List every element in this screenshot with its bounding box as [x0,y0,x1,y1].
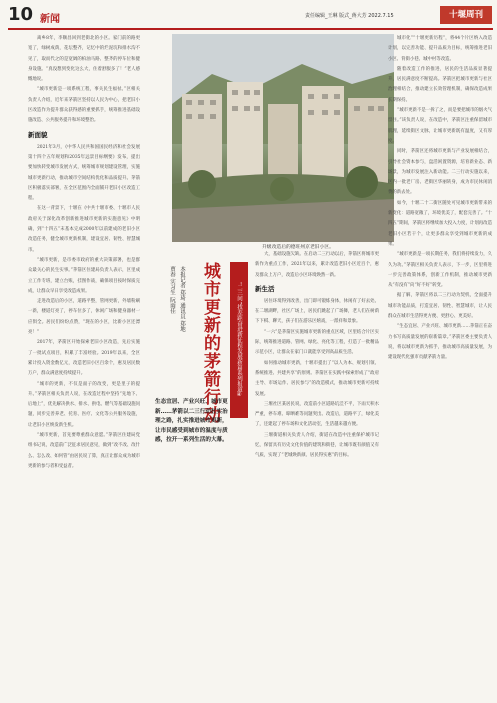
series-kicker: “二三问”找差距奋进新征程发展新篇系列报道④ [230,262,248,418]
paragraph: “城市更新是一项系统工程，事关民生福祉。”区相关负责人介绍，近年来茅箭区坚持以人民为中心，把老旧小区改造作为提升群众获得感的重要抓手，统筹推进基础设施改造、公共服务提升和环境整治。 [28,87,140,124]
subheading: 新面貌 [28,130,48,139]
paragraph: 随着改造工作的推进，居民的生活品质显著提升，居民满意度不断提高。茅箭区把城市更新与社区治理相结合，推动建立长效管理机制，确保改造成果长期保持。 [388,66,492,103]
subheading: 新生活 [255,284,275,293]
paragraph: 三堰街道相关负责人介绍，街道在改造中注重保护城市记忆，保留具有历史文化价值的建筑和街巷，让城市既有颜值又有气质，实现了“老城焕新颜、居民得实惠”的目标。 [255,432,379,459]
paragraph: 同时，茅箭区还将城市更新与产业发展相结合，引导社会资本参与，盘活闲置资源，培育新业态、新场景，为城市发展注入新动能。二三行动实施以来，区内一批老厂房、老街区华丽转身，成为市民休闲消费的新去处。 [388,149,492,196]
paragraph: 如今，十堰二十二街区随处可见城市更新带来的新变化：道路宽敞了，环境优美了，配套完善了。“十四五”期间，茅箭区将继续加大投入力度，计划再改造老旧小区若干个，让更多群众享受到城市更新的成果。 [388,200,492,247]
paragraph: 2017年，茅箭区开始探索老旧小区改造，先后实施了一批试点项目，积累了丰富经验。2019年以来，全区累计投入资金数亿元，改造老旧小区百余个，惠及居民数万户，群众满意度持续提升。 [28,340,140,377]
header-rule [8,28,493,30]
article-column-2 [255,250,379,698]
article-column-1 [28,34,140,699]
article-column-3 [388,34,492,699]
paragraph: 三堰社区某居民说，改造前小区道路坑洼不平，下雨天积水严重，停车难、晾晒难等问题突出。改造后，道路平了，绿化美了，还建起了停车场和文化活动室，生活越来越方便。 [255,401,379,428]
paragraph: 在这一背景下，十堰在《中共十堰市委、十堰市人民政府关于深化改革创新推进城市更新的实施意见》中明确，到“十四五”末基本完成2000年以前建成的老旧小区改造任务，健全城市更新机制，建设宜居、韧性、智慧城市。 [28,206,140,253]
residential-buildings-image [172,34,394,242]
article-headline: 城市更新的茅箭行动 [200,262,220,424]
masthead-logo: 十堰周刊 [440,6,492,24]
paragraph: “城市更新是一项长期任务，我们将持续发力，久久为功。”茅箭区相关负责人表示，下一步，区里将进一步完善政策体系，创新工作机制，推动城市更新从“有没有”向“好不好”转变。 [388,252,492,289]
paragraph: “城市更新，是市委市政府的重大决策部署，也是群众最关心的民生实事。”茅箭区住建局负责人表示，区里成立工作专班，建立台账，挂图作战，确保项目按时保质完成，让群众早日享受改造成果。 [28,257,140,294]
paragraph: 据了解，茅箭区将以二三行动为契机，全面提升城市功能品质，打造宜居、韧性、智慧城市，让人民群众在城市生活得更方便、更舒心、更美好。 [388,293,492,320]
paragraph: 如何推动城市更新，十堰市提出了“以人为本、规划引领、系统推进、共建共享”的原则。茅箭区在实践中探索形成了“政府主导、市场运作、居民参与”的改造模式，推动城市更新可持续发展。 [255,360,379,397]
paragraph: “一六”是茅箭区实施城市更新的重点区域，区里结合片区实际，统筹推进道路、管网、绿化、亮化等工程，打造了一批精品示范小区，让群众在家门口就能享受到高品质生活。 [255,329,379,356]
paragraph: 走进改造后的小区，道路平整，管网更新，外墙粉刷一新，楼道灯亮了，停车位多了，休闲广场和健身器材一应俱全。居民们纷纷点赞，“现在的小区，比新小区还漂亮！” [28,299,140,336]
paragraph: “城市的更新，不仅是面子的改变，更是里子的提升。”茅箭区相关负责人说，在改造过程中坚持“先地下、后地上”，优先解决供水、排水、供电、燃气等基础设施问题，同步完善养老、托育、医疗、文化等公共服务设施，让老旧小区焕发新生机。 [28,381,140,428]
paragraph: 离乡8年，李顺昌回到老街北的小区。家门前的路更宽了，绿树成荫，花坛整齐，记忆中的烂泥坑和排水沟不见了，取而代之的是宽阔的柏油马路、整齐的停车位和健身设施。“真没想到变化这么大，住着舒服多了！”老人感慨地说。 [28,36,140,83]
photo-caption: 升级改造后的德旺州京老旧小区。 [262,245,334,250]
paragraph: 城市化”“十堰更新历程”，将44个片区纳入改造计划，以完善功能、提升品质为目标，统筹推进老旧小区、背街小巷、城中村等改造。 [388,36,492,62]
editor-credits: 责任编辑_王琳 版式_蒋大芳 2022.7.15 [305,13,394,19]
paragraph: 2021年3月，《中华人民共和国国民经济和社会发展第十四个五年规划和2035年远景目标纲要》发布，提出要加快转变城市发展方式，统筹城市规划建设管理，实施城市更新行动，推动城市空间结构优化和品质提升。茅箭区积极落实部署，在全区范围内全面铺开老旧小区改造工程。 [28,144,140,202]
paragraph: “生态宜居、产业兴旺、城市更新……茅箭正在奋力书写高质量发展的崭新篇章。”茅箭区委主要负责人说，将以城市更新为抓手，推动城市高质量发展，为建设现代化强市贡献茅箭力量。 [388,324,492,361]
paragraph: “城市更新不是一拆了之，而是要把城市的烟火气留住。”该负责人说，在改造中，茅箭区注重保留城市肌理，延续街区文脉，让城市更新既有温度，又有厚度。 [388,108,492,144]
reporter-byline: 本报记者 郑琦 通讯员 郑地 [179,266,185,332]
section-name: 新闻 [40,14,60,25]
article-photo [172,34,394,242]
paragraph: 居住环境得到改善，出门即可锻炼身体，休闲有了好去处。在二堰湖畔，社区广场上，居民们跳起了广场舞，老人们在树荫下下棋、聊天，孩子们在游乐区嬉戏，一派祥和景象。 [255,298,379,325]
paragraph: “城市更新，首先要尊重群众意愿。”茅箭区住建局党组书记说，改造前广泛征求居民意见，做到“改不改、改什么、怎么改、如何管”由居民说了算，真正让群众成为城市更新的参与者和受益者。 [28,432,140,469]
paragraph: 大，基础设施欠缺。在启动二三行动以后，茅箭区将城市更新作为重点工作，2021年以来，累计改造老旧小区近百个，惠及群众上万户，改造后小区环境焕然一新。 [255,252,379,278]
page-header [0,0,497,28]
page-number: 10 [8,4,34,25]
reporter-byline-2: 贾春 实习生 阮雨佳 [169,266,175,314]
article-lead: 生态宜居、产业兴旺、城市更新……茅箭以二三行动扛实治理之路，扎实推进城市更新，让市民感受到城市的温度与质感，拉开一系列生活的大幕。 [155,399,228,444]
